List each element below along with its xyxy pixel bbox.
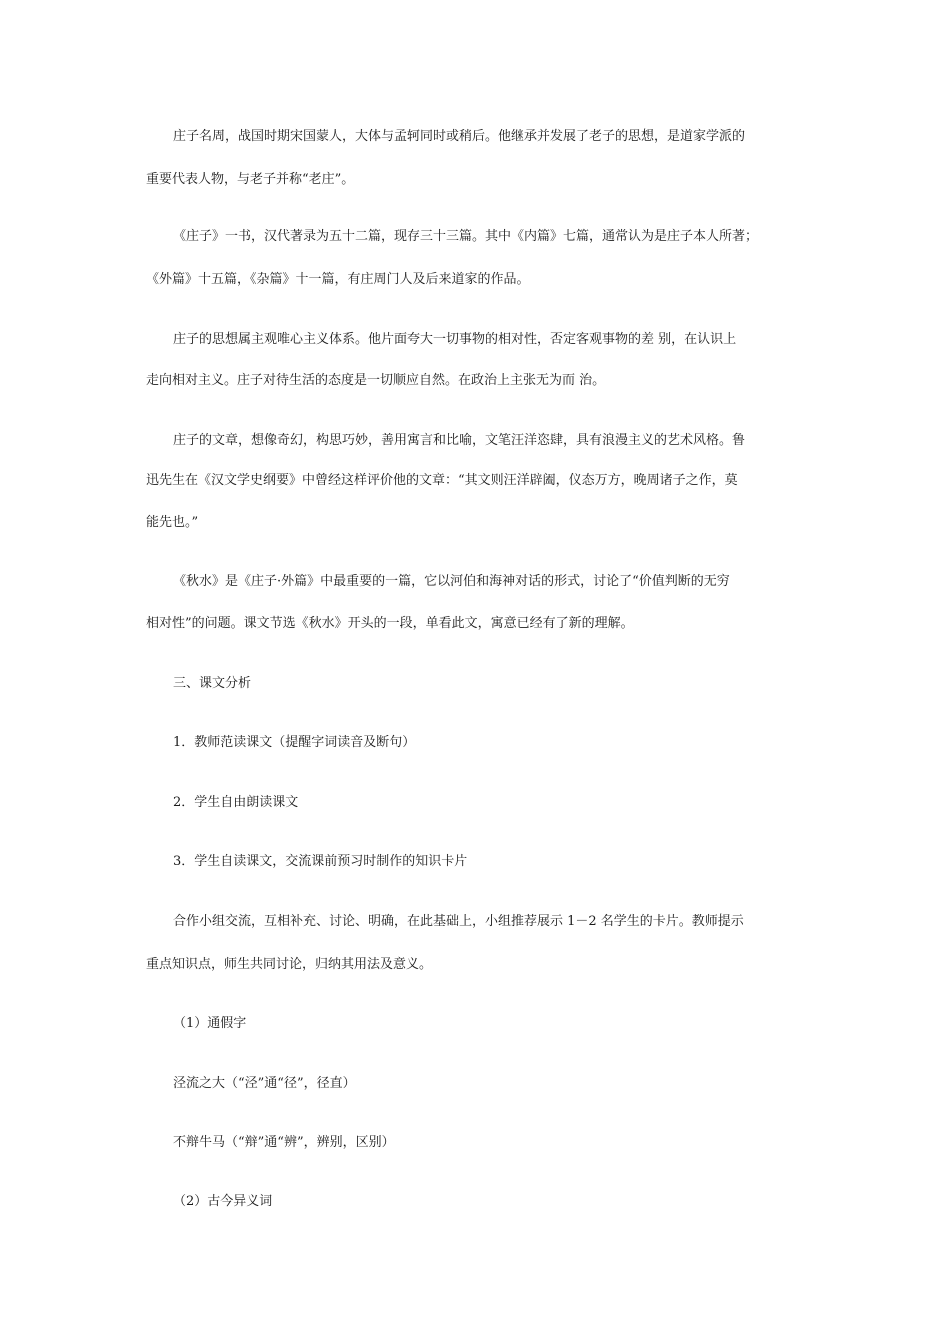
paragraph-line: 重要代表人物，与老子并称“老庄”。 bbox=[146, 172, 355, 187]
paragraph-line: 能先也。” bbox=[146, 515, 199, 530]
paragraph-line: 迅先生在《汉文学史纲要》中曾经这样评价他的文章：“其文则汪洋辟阖，仪态万方，晚周诸子之作，莫 bbox=[146, 473, 738, 488]
example-line: 泾流之大（“泾”通“径”，径直） bbox=[173, 1076, 356, 1091]
list-item: 3．学生自读课文，交流课前预习时制作的知识卡片 bbox=[173, 854, 468, 869]
subsection-heading: （2）古今异义词 bbox=[173, 1194, 273, 1209]
section-heading: 三、课文分析 bbox=[173, 676, 252, 691]
paragraph-line: 相对性”的问题。课文节选《秋水》开头的一段，单看此文，寓意已经有了新的理解。 bbox=[146, 616, 634, 631]
paragraph-line: 庄子的思想属主观唯心主义体系。他片面夸大一切事物的相对性，否定客观事物的差 别，在认识上 bbox=[173, 332, 737, 347]
paragraph-line: 重点知识点，师生共同讨论，归纳其用法及意义。 bbox=[146, 957, 433, 972]
example-line: 不辩牛马（“辩”通“辨”，辨别，区别） bbox=[173, 1135, 395, 1150]
list-item: 2．学生自由朗读课文 bbox=[173, 795, 299, 810]
paragraph-line: 走向相对主义。庄子对待生活的态度是一切顺应自然。在政治上主张无为而 治。 bbox=[146, 373, 606, 388]
paragraph-line: 《秋水》是《庄子·外篇》中最重要的一篇，它以河伯和海神对话的形式，讨论了“价值判断的无穷 bbox=[173, 574, 730, 589]
paragraph-line: 《外篇》十五篇，《杂篇》十一篇，有庄周门人及后来道家的作品。 bbox=[146, 272, 530, 287]
paragraph-line: 《庄子》一书，汉代著录为五十二篇，现存三十三篇。其中《内篇》七篇，通常认为是庄子本人所著； bbox=[173, 229, 759, 244]
subsection-heading: （1）通假字 bbox=[173, 1016, 247, 1031]
paragraph-line: 庄子名周，战国时期宋国蒙人，大体与孟轲同时或稍后。他继承并发展了老子的思想，是道家学派的 bbox=[173, 129, 746, 144]
list-item: 1．教师范读课文（提醒字词读音及断句） bbox=[173, 735, 416, 750]
paragraph-line: 庄子的文章，想像奇幻，构思巧妙，善用寓言和比喻，文笔汪洋恣肆，具有浪漫主义的艺术风格。鲁 bbox=[173, 433, 746, 448]
paragraph-line: 合作小组交流，互相补充、讨论、明确，在此基础上，小组推荐展示 1－2 名学生的卡片。教师提示 bbox=[173, 914, 744, 929]
